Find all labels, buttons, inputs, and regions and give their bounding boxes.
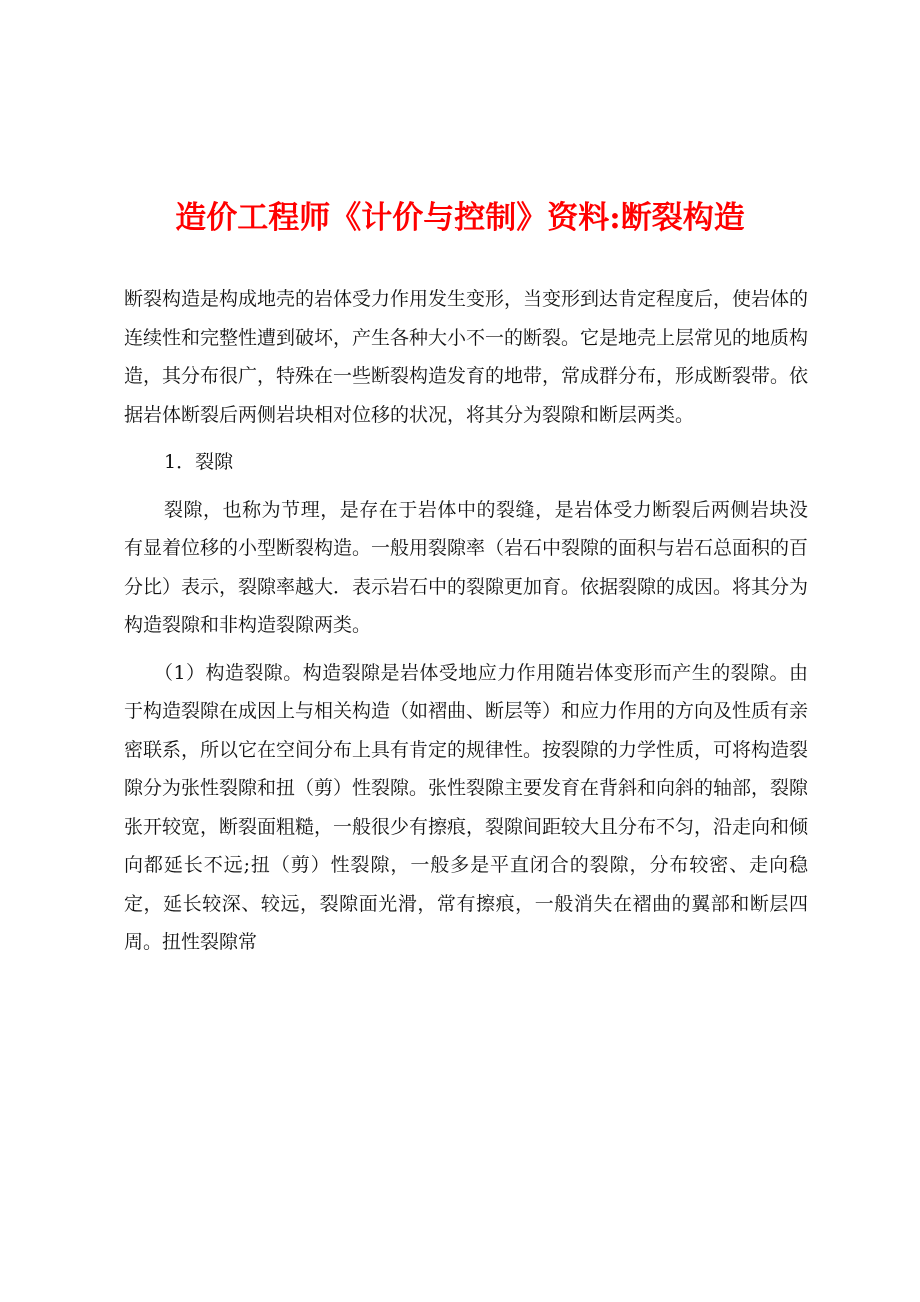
document-body: [124, 280, 808, 971]
paragraph-intro: 断裂构造是构成地壳的岩体受力作用发生变形，当变形到达肯定程度后，使岩体的连续性和完整性遭到破坏，产生各种大小不一的断裂。它是地壳上层常见的地质构造，其分布很广，特殊在一些断裂构造发育的地带，常成群分布，形成断裂带。依据岩体断裂后两侧岩块相对位移的状况，将其分为裂隙和断层两类。: [124, 288, 809, 426]
document-title: 造价工程师《计价与控制》资料:断裂构造: [175, 200, 745, 236]
paragraph-tectonic-fissure: （1）构造裂隙。构造裂隙是岩体受地应力作用随岩体变形而产生的裂隙。由于构造裂隙在成因上与相关构造（如褶曲、断层等）和应力作用的方向及性质有亲密联系，所以它在空间分布上具有肯定的规律性。按裂隙的力学性质，可将构造裂隙分为张性裂隙和扭（剪）性裂隙。张性裂隙主要发育在背斜和向斜的轴部，裂隙张开较宽，断裂面粗糙，一般很少有擦痕，裂隙间距较大且分布不匀，沿走向和倾向都延长不远;扭（剪）性裂隙，一般多是平直闭合的裂隙，分布较密、走向稳定，延长较深、较远，裂隙面光滑，常有擦痕，一般消失在褶曲的翼部和断层四周。扭性裂隙常: [124, 661, 809, 953]
paragraph-fissure: 裂隙，也称为节理，是存在于岩体中的裂缝，是岩体受力断裂后两侧岩块没有显着位移的小型断裂构造。一般用裂隙率（岩石中裂隙的面积与岩石总面积的百分比）表示，裂隙率越大．表示岩石中的裂隙更加育。依据裂隙的成因。将其分为构造裂隙和非构造裂隙两类。: [124, 498, 809, 636]
section-heading-fissure: 1．裂隙: [164, 451, 234, 473]
